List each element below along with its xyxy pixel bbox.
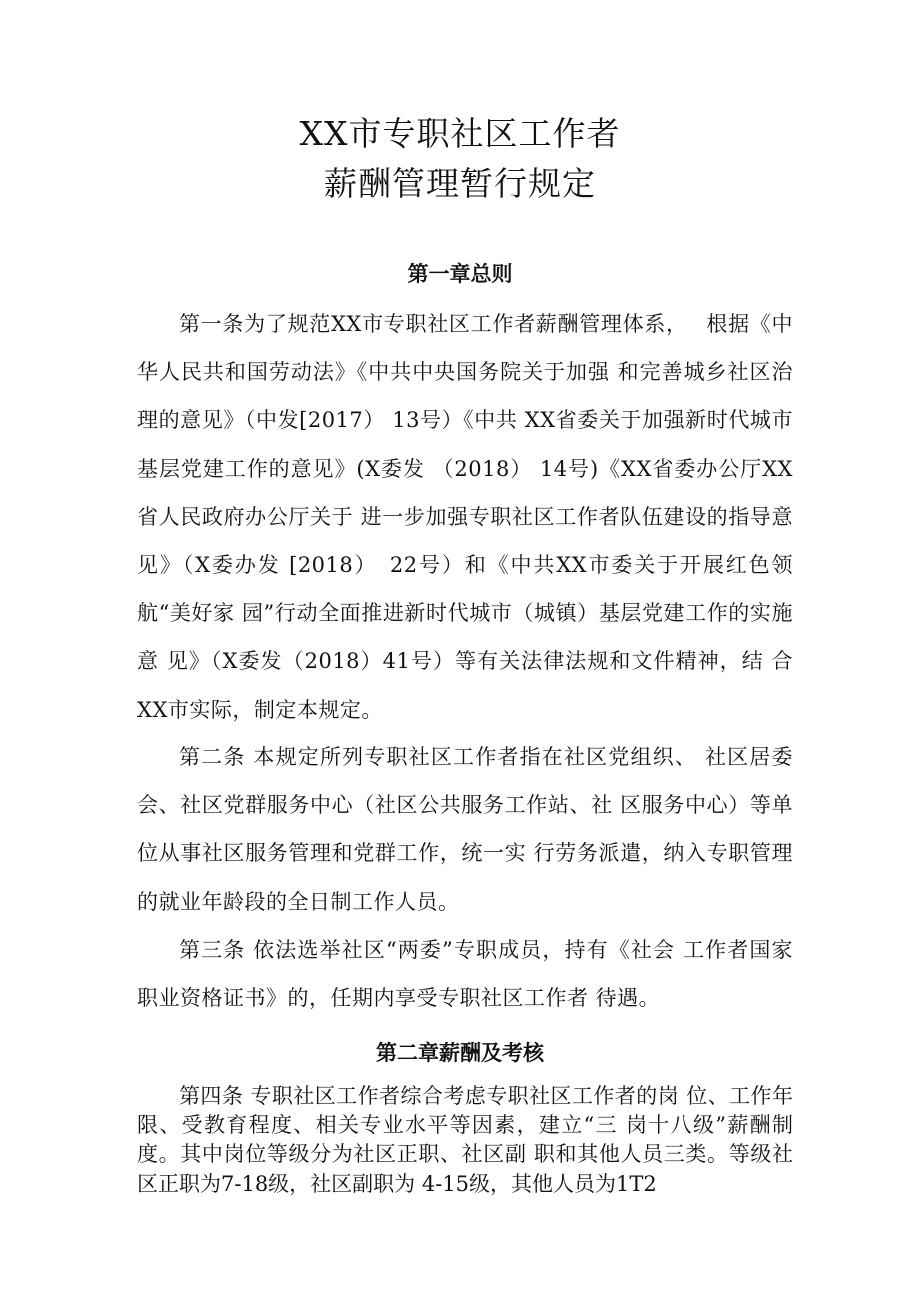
article-3: 第三条 依法选举社区“两委”专职成员，持有《社会 工作者国家职业资格证书》的，任期内享受专职社区工作者 待遇。 [137, 938, 793, 1011]
article-4: 第四条 专职社区工作者综合考虑专职社区工作者的岗 位、工作年限、受教育程度、相关专业水平等因素，建立“三 岗十八级”薪酬制度。其中岗位等级分为社区正职、社区副 职和其他人员三类。等级社区正职为7-18级，社区副职为 4-15级，其他人员为1T2 [137, 1084, 793, 1196]
chapter-1-heading: 第一章总则 [407, 262, 513, 286]
chapter-2-heading: 第二章薪酬及考核 [376, 1041, 544, 1065]
document-title-line-1: XX市专职社区工作者 [299, 114, 621, 153]
article-1: 第一条为了规范XX市专职社区工作者薪酬管理体系， 根据《中华人民共和国劳动法》《中共中央国务院关于加强 和完善城乡社区治理的意见》（中发[2017） 13号）《中共 XX省委关于加强新时代城市基层党建工作的意见》(X委发 （2018） 14号)《XX省委办公厅XX省人民政府办公厅关于 进一步加强专职社区工作者队伍建设的指导意见》（X委办发 [2018） 22号）和《中共XX市委关于开展红色领航“美好家 园”行动全面推进新时代城市（城镇）基层党建工作的实施意 见》（X委发（2018）41号）等有关法律法规和文件精神，结 合XX市实际，制定本规定。 [137, 312, 793, 722]
article-2: 第二条 本规定所列专职社区工作者指在社区党组织、 社区居委会、社区党群服务中心（社区公共服务工作站、社 区服务中心）等单位从事社区服务管理和党群工作，统一实 行劳务派遣，纳入专职管理的就业年龄段的全日制工作人员。 [137, 745, 793, 914]
document-title-line-2: 薪酬管理暂行规定 [324, 164, 596, 203]
